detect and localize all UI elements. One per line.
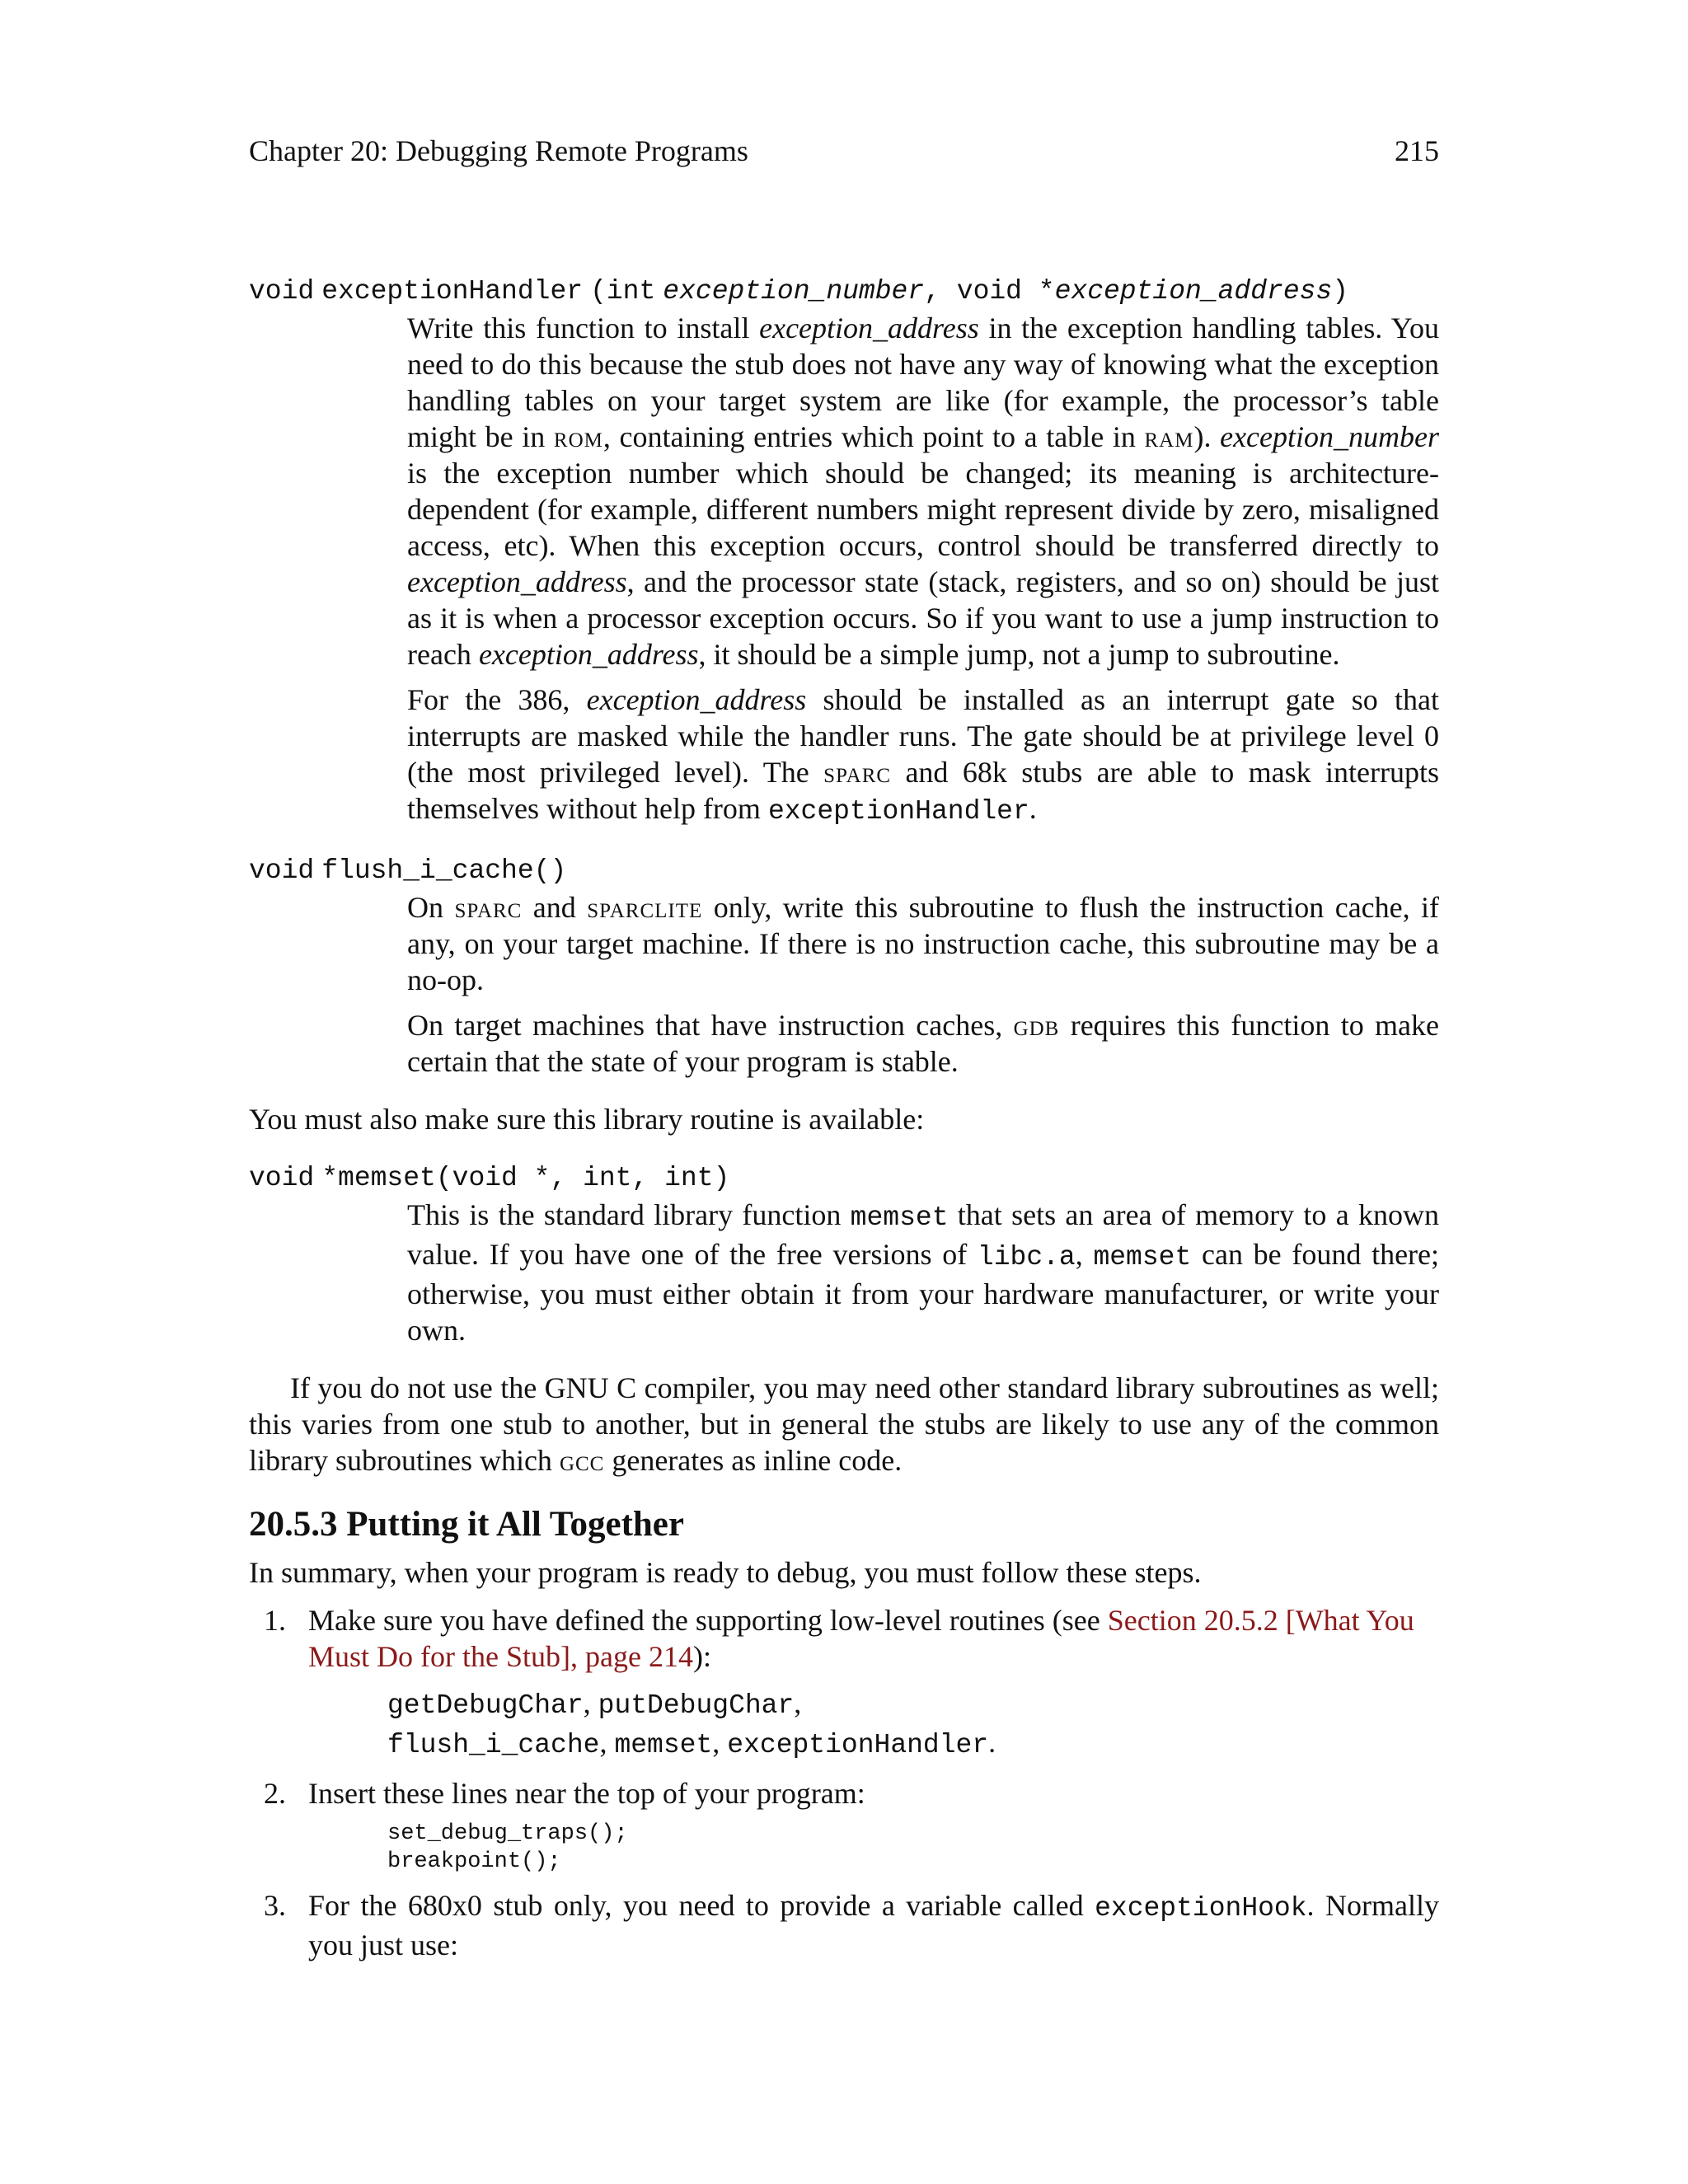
- definition-body: [407, 1197, 1439, 1348]
- return-type: void: [249, 855, 315, 886]
- function-name: exceptionHandler: [321, 276, 584, 307]
- function-name: flush_i_cache(): [321, 855, 567, 886]
- step-number: 3.: [264, 1889, 286, 1922]
- step-text: Insert these lines near the top of your program:: [308, 1777, 865, 1810]
- text: is the exception number which should be changed; its meaning is architecture-dependent (for example, different numbers might represent divide by zero, misaligned access, etc). When this exception occurs, control should be transferred directly to: [407, 457, 1439, 562]
- text: , it should be a simple jump, not a jump to subroutine.: [698, 638, 1340, 671]
- section-intro: In summary, when your program is ready to debug, you must follow these steps.: [249, 1556, 1202, 1589]
- signature-part: , void *: [924, 276, 1055, 307]
- text: only, write this subroutine to flush the instruction cache, if any, on your target machine. If there is no instruction cache, this subroutine may be a no-op.: [407, 891, 1440, 996]
- text: . Normally you just use:: [308, 1889, 1439, 1961]
- code-term: exceptionHook: [1095, 1893, 1307, 1924]
- text: .: [1029, 792, 1037, 825]
- cross-reference-link[interactable]: Section 20.5.2 [What You Must Do for the Stub], page 214: [308, 1604, 1414, 1673]
- text: in the exception handling tables. You need to do this because the stub does not have any way of knowing what the exception handling tables on your target system are like (for example, the processor’s table might be in: [407, 312, 1440, 453]
- text: On target machines that have instruction caches,: [407, 1009, 1003, 1042]
- text: ):: [692, 1640, 711, 1673]
- code-term: exceptionHandler: [727, 1730, 989, 1760]
- variable-name: exception_number: [1220, 420, 1439, 453]
- variable-name: exception_address: [586, 683, 807, 716]
- acronym: gdb: [1013, 1009, 1060, 1042]
- definition-flush-i-cache: [249, 850, 1439, 1080]
- definition-body: [407, 889, 1439, 1080]
- text: Write this function to install: [407, 312, 750, 344]
- text: and 68k stubs are able to mask interrupts themselves without help from: [407, 756, 1440, 825]
- function-signature: [249, 850, 1439, 889]
- text: , containing entries which point to a table in: [603, 420, 1136, 453]
- code-term: exceptionHandler: [767, 796, 1029, 827]
- section-heading: 20.5.3 Putting it All Together: [249, 1505, 684, 1544]
- acronym: sparclite: [587, 891, 703, 924]
- chapter-title: Chapter 20: Debugging Remote Programs: [249, 134, 748, 167]
- signature-part: ): [1332, 276, 1349, 307]
- text: For the 680x0 stub only, you need to provide a variable called: [308, 1889, 1084, 1922]
- running-header: [249, 132, 1439, 170]
- text: On: [407, 891, 443, 924]
- function-signature: [249, 270, 1439, 310]
- code-term: memset: [1093, 1242, 1192, 1272]
- function-signature: [249, 1157, 1439, 1197]
- text: ,: [599, 1726, 607, 1759]
- acronym: rom: [553, 420, 603, 453]
- text: requires this function to make certain that the state of your program is stable.: [407, 1009, 1440, 1078]
- acronym: sparc: [454, 891, 523, 924]
- variable-name: exception_address: [478, 638, 699, 671]
- step-number: 2.: [264, 1777, 286, 1810]
- parameter-name: exception_address: [1054, 276, 1333, 307]
- text: ,: [794, 1686, 802, 1719]
- code-example: [387, 1820, 1439, 1876]
- code-term: getDebugChar: [387, 1690, 584, 1721]
- text: Make sure you have defined the supporting low-level routines (see: [308, 1604, 1100, 1637]
- paragraph: [407, 1007, 1439, 1080]
- page-number: 215: [1395, 134, 1439, 167]
- variable-name: exception_address: [759, 312, 979, 344]
- return-type: void: [249, 1163, 315, 1193]
- definition-body: [407, 310, 1439, 830]
- text: For the 386,: [407, 683, 570, 716]
- code-term: putDebugChar: [598, 1690, 795, 1721]
- step-text: [308, 1887, 1439, 1963]
- code-term: memset: [614, 1730, 713, 1760]
- code-term: flush_i_cache: [387, 1730, 600, 1760]
- text: .: [988, 1726, 996, 1759]
- page-body: [249, 270, 1439, 1963]
- step-number: 1.: [264, 1604, 286, 1637]
- step-text: [308, 1602, 1439, 1675]
- parameter-name: exception_number: [663, 276, 925, 307]
- library-intro: You must also make sure this library routine is available:: [249, 1103, 925, 1136]
- code-line: [387, 1685, 1439, 1724]
- paragraph: [407, 1197, 1439, 1348]
- text: ).: [1193, 420, 1212, 453]
- definition-memset: [249, 1157, 1439, 1348]
- code-line: [387, 1724, 1439, 1764]
- gnu-compiler-paragraph: [249, 1370, 1439, 1479]
- text: If you do not use the GNU C compiler, you may need other standard library subroutines as well; this varies from one stub to another, but in general the stubs are likely to use any of the common library subroutines which: [249, 1371, 1439, 1477]
- signature-part: (int: [590, 276, 656, 307]
- code-term: memset: [850, 1202, 949, 1233]
- code-term: libc.a: [977, 1242, 1076, 1272]
- text: This is the standard library function: [407, 1198, 842, 1231]
- acronym: ram: [1144, 420, 1194, 453]
- variable-name: exception_address: [407, 565, 627, 598]
- paragraph: [407, 310, 1439, 673]
- text: , and the processor state (stack, registers, and so on) should be just as it is when a processor exception occurs. So if you want to use a jump instruction to reach: [407, 565, 1439, 671]
- list-item: [249, 1602, 1439, 1764]
- steps-list: [249, 1602, 1439, 1963]
- text: generates as inline code.: [612, 1444, 903, 1477]
- text: and: [532, 891, 576, 924]
- function-name: *memset(void *, int, int): [321, 1163, 730, 1193]
- paragraph: [407, 889, 1439, 998]
- text: ,: [1075, 1238, 1083, 1271]
- code-line: breakpoint();: [387, 1849, 561, 1874]
- acronym: gcc: [559, 1444, 605, 1477]
- list-item: [249, 1775, 1439, 1876]
- text: ,: [583, 1686, 591, 1719]
- definition-exception-handler: [249, 270, 1439, 830]
- text: can be found there; otherwise, you must either obtain it from your hardware manufacturer, or write your own.: [407, 1238, 1440, 1347]
- code-example: [387, 1685, 1439, 1764]
- return-type: void: [249, 276, 315, 307]
- text: should be installed as an interrupt gate so that interrupts are masked while the handler runs. The gate should be at privilege level 0 (the most privileged level). The: [407, 683, 1440, 789]
- text: ,: [712, 1726, 720, 1759]
- acronym: sparc: [823, 756, 892, 789]
- code-line: set_debug_traps();: [387, 1821, 628, 1846]
- list-item: [249, 1887, 1439, 1963]
- paragraph: [407, 682, 1439, 830]
- text: that sets an area of memory to a known value. If you have one of the free versions of: [407, 1198, 1439, 1271]
